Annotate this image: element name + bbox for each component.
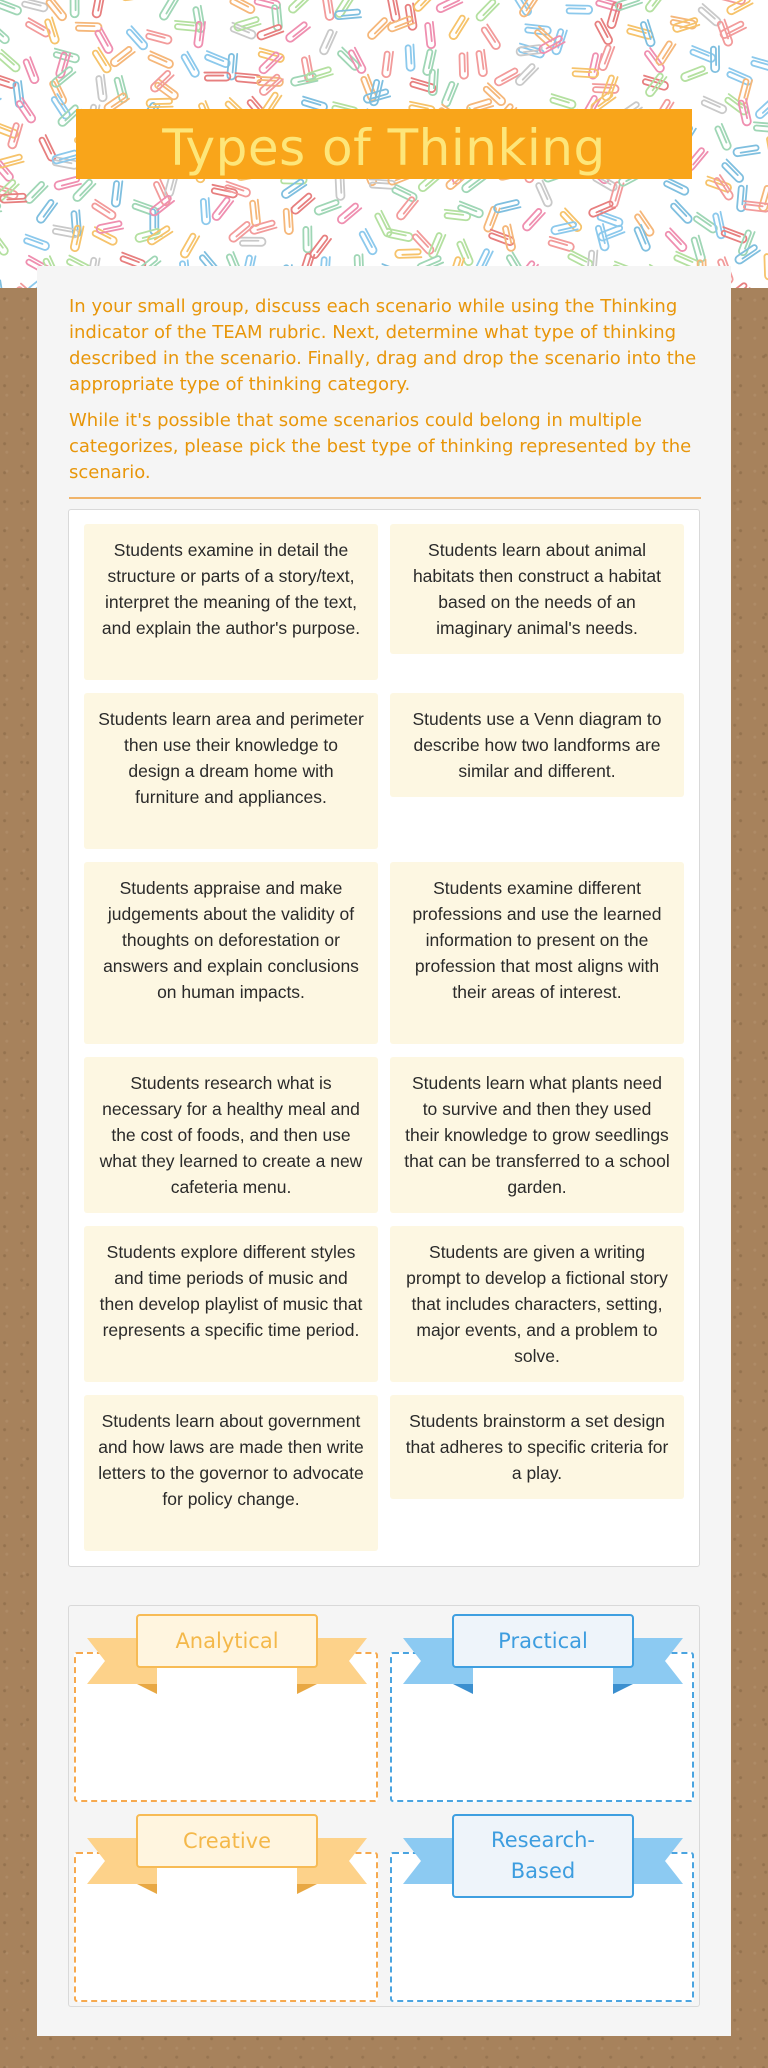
paperclip-icon	[680, 65, 707, 82]
paperclip-icon	[502, 224, 515, 251]
paperclip-icon	[412, 231, 436, 256]
paperclip-icon	[481, 24, 502, 50]
paperclip-icon	[572, 68, 598, 77]
paperclip-icon	[23, 57, 40, 84]
paperclip-icon	[441, 81, 458, 108]
paperclip-icon	[0, 280, 4, 288]
paperclip-icon	[114, 76, 128, 103]
paperclip-icon	[444, 210, 471, 221]
paperclip-icon	[435, 0, 462, 13]
paperclip-icon	[111, 180, 122, 207]
scenario-pool	[68, 509, 700, 1567]
paperclip-icon	[405, 45, 414, 71]
scenario-card-11[interactable]: Students learn about government and how laws are made then write letters to the governor to advocate for policy change.	[84, 1395, 378, 1551]
paperclip-icon	[750, 57, 768, 72]
scenario-card-8[interactable]: Students learn what plants need to survive and then they used their knowledge to grow seedlings that can be transferred to a school garden.	[390, 1057, 684, 1213]
paperclip-icon	[0, 92, 1, 114]
paperclip-icon	[287, 0, 311, 14]
paperclip-icon	[158, 0, 178, 21]
paperclip-icon	[24, 180, 48, 204]
paperclip-icon	[493, 199, 520, 213]
paperclip-icon	[549, 94, 576, 109]
paperclip-icon	[0, 0, 22, 16]
paperclip-icon	[758, 185, 768, 212]
paperclip-icon	[359, 229, 378, 256]
paperclip-icon	[754, 96, 768, 119]
paperclip-icon	[395, 249, 421, 258]
instructions	[69, 294, 701, 496]
paperclip-icon	[201, 198, 211, 224]
paperclip-icon	[448, 14, 469, 40]
paperclip-icon	[734, 244, 760, 265]
paperclip-icon	[21, 0, 48, 12]
scenario-card-10[interactable]: Students are given a writing prompt to develop a fictional story that includes characters, setting, major events, and a problem to solve.	[390, 1226, 684, 1382]
title-banner	[76, 109, 692, 179]
paperclip-icon	[374, 211, 393, 238]
paperclip-icon	[753, 122, 768, 132]
paperclip-icon	[71, 0, 79, 17]
paperclip-icon	[535, 181, 553, 208]
paperclip-icon	[521, 208, 544, 233]
paperclip-icon	[51, 94, 72, 120]
paperclip-icon	[713, 212, 726, 239]
paperclip-icon	[425, 22, 436, 49]
paperclip-icon	[334, 9, 361, 19]
paperclip-icon	[714, 124, 732, 151]
paperclip-icon	[566, 5, 592, 14]
page-title: Types of Thinking	[162, 119, 606, 177]
paperclip-icon	[16, 98, 37, 124]
paperclip-icon	[336, 202, 361, 225]
paperclip-icon	[179, 232, 199, 259]
paperclip-icon	[721, 159, 745, 183]
paperclip-icon	[700, 97, 727, 115]
paperclip-icon	[387, 0, 400, 22]
scenario-card-7[interactable]: Students research what is necessary for a healthy meal and the cost of foods, and then use what they learned to create a new cafeteria menu.	[84, 1057, 378, 1213]
scenario-card-6[interactable]: Students examine different professions and use the learned information to present on the profession that most aligns with their areas of interest.	[390, 862, 684, 1044]
paperclip-icon	[366, 17, 390, 41]
paperclip-icon	[256, 24, 283, 41]
paperclip-icon	[0, 203, 1, 214]
paperclip-icon	[764, 253, 768, 279]
instructions-paragraph-2: While it's possible that some scenarios could belong in multiple categorizes, please pick the best type of thinking represented by the scenario.	[69, 410, 692, 483]
paperclip-icon	[475, 0, 499, 22]
paperclip-icon	[314, 199, 341, 216]
header-banner	[0, 0, 768, 288]
paperclip-icon	[91, 200, 117, 221]
paperclip-icon	[409, 78, 436, 93]
paperclip-icon	[96, 75, 107, 102]
paperclip-icon	[145, 30, 172, 44]
paperclip-icon	[280, 178, 306, 199]
paperclip-icon	[737, 185, 747, 212]
paperclip-icon	[322, 0, 334, 21]
category-label-creative: Creative	[136, 1814, 318, 1868]
divider	[69, 497, 701, 499]
paperclip-icon	[459, 53, 468, 79]
category-label-research-based: Research-Based	[452, 1814, 634, 1898]
paperclip-icon	[689, 46, 716, 63]
paperclip-icon	[239, 238, 265, 246]
scenario-card-5[interactable]: Students appraise and make judgements about the validity of thoughts on deforestation or answers and explain conclusions on human impacts.	[84, 862, 378, 1044]
paperclip-icon	[0, 50, 21, 73]
paperclip-icon	[664, 228, 688, 252]
paperclip-icon	[412, 0, 436, 13]
paperclip-icon	[733, 145, 760, 157]
paperclip-icon	[38, 135, 57, 162]
paperclip-icon	[640, 20, 656, 47]
paperclip-icon	[211, 196, 233, 221]
scenario-card-3[interactable]: Students learn area and perimeter then use their knowledge to design a dream home with furniture and appliances.	[84, 693, 378, 849]
paperclip-icon	[0, 231, 9, 257]
paperclip-icon	[35, 199, 57, 225]
paperclip-icon	[319, 29, 337, 56]
scenario-card-9[interactable]: Students explore different styles and time periods of music and then develop playlist of music that represents a specific time period.	[84, 1226, 378, 1382]
paperclip-icon	[92, 48, 113, 74]
paperclip-icon	[96, 221, 123, 234]
activity-card	[37, 266, 731, 2036]
category-drop-area	[68, 1605, 700, 2007]
paperclip-icon	[44, 17, 59, 44]
category-label-analytical: Analytical	[136, 1614, 318, 1668]
paperclip-icon	[0, 22, 11, 45]
paperclip-icon	[250, 200, 261, 227]
paperclip-icon	[180, 52, 200, 79]
paperclip-icon	[663, 177, 690, 196]
paperclip-icon	[0, 154, 24, 169]
paperclip-icon	[670, 200, 694, 224]
paperclip-icon	[285, 21, 310, 43]
paperclip-icon	[204, 51, 231, 68]
paperclip-icon	[290, 192, 315, 215]
paperclip-icon	[482, 83, 506, 107]
paperclip-icon	[121, 0, 148, 1]
paperclip-icon	[726, 0, 753, 16]
scenario-card-2[interactable]: Students learn about animal habitats then construct a habitat based on the needs of an imaginary animal's needs.	[390, 524, 684, 654]
paperclip-icon	[229, 0, 256, 14]
paperclip-icon	[147, 51, 174, 69]
paperclip-icon	[483, 206, 500, 233]
paperclip-icon	[92, 0, 105, 18]
paperclip-icon	[227, 53, 237, 80]
paperclip-icon	[594, 19, 613, 46]
scenario-card-1[interactable]: Students examine in detail the structure or parts of a story/text, interpret the meaning of the text, and explain the author's purpose.	[84, 524, 378, 680]
category-label-practical: Practical	[452, 1614, 634, 1668]
paperclip-icon	[476, 50, 487, 77]
scenario-card-12[interactable]: Students brainstorm a set design that adheres to specific criteria for a play.	[390, 1395, 684, 1499]
paperclip-icon	[644, 0, 666, 13]
paperclip-icon	[382, 51, 393, 78]
instructions-paragraph-1: In your small group, discuss each scenario while using the Thinking indicator of the TEAM rubric. Next, determine what type of thinking described in the scenario. Finally, drag and drop the scenario into the appropriate type of thinking category.	[69, 296, 697, 395]
paperclip-icon	[615, 0, 642, 11]
paperclip-icon	[204, 73, 230, 81]
scenario-card-4[interactable]: Students use a Venn diagram to describe how two landforms are similar and different.	[390, 693, 684, 797]
paperclip-icon	[23, 235, 50, 251]
paperclip-icon	[595, 224, 609, 251]
paperclip-icon	[303, 226, 311, 252]
